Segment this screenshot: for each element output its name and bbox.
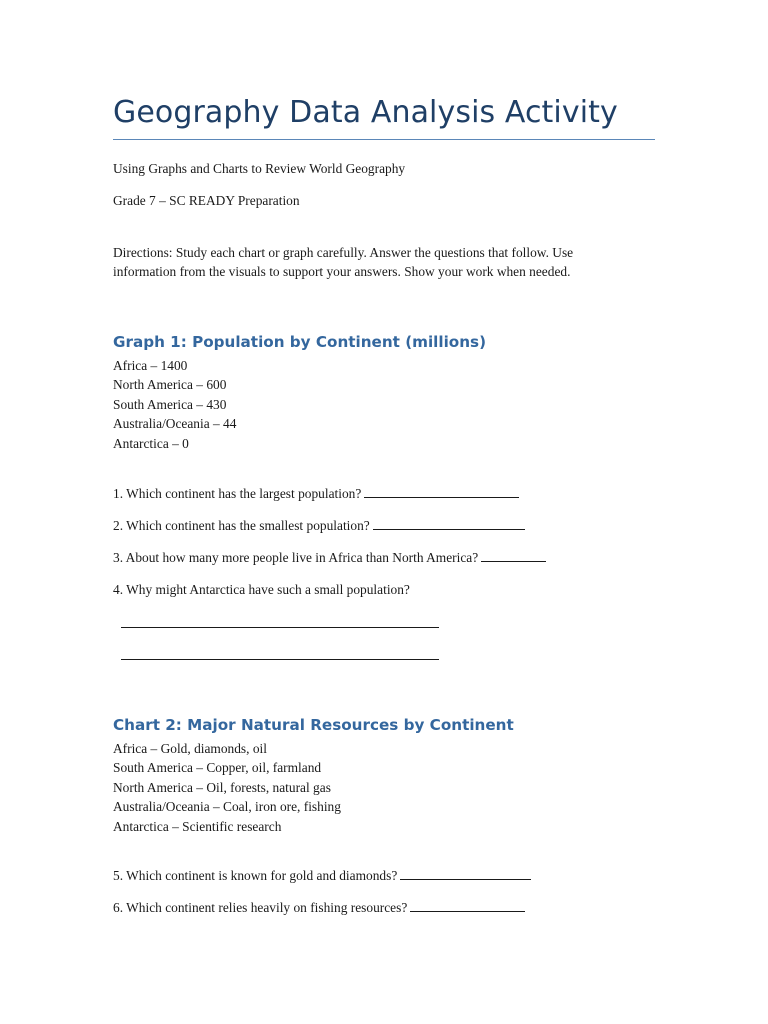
chart2-heading: Chart 2: Major Natural Resources by Continent bbox=[113, 716, 514, 734]
page-title: Geography Data Analysis Activity bbox=[113, 95, 618, 130]
question-6 bbox=[113, 898, 525, 917]
list-item: Antarctica – Scientific research bbox=[113, 818, 282, 834]
question-6-answer-blank[interactable] bbox=[410, 900, 525, 912]
question-4-answer-line-1[interactable] bbox=[121, 627, 439, 628]
question-5 bbox=[113, 866, 531, 885]
grade-label: Grade 7 – SC READY Preparation bbox=[113, 193, 300, 208]
question-2-answer-blank[interactable] bbox=[373, 518, 525, 530]
graph1-heading: Graph 1: Population by Continent (millions) bbox=[113, 333, 487, 351]
directions-text: Directions: Study each chart or graph carefully. Answer the questions that follow. Use information from the visuals to support your answers. Show your work when needed. bbox=[113, 245, 574, 279]
list-item: Africa – 1400 bbox=[113, 358, 188, 373]
question-5-text: 5. Which continent is known for gold and diamonds? bbox=[113, 868, 398, 883]
worksheet-page bbox=[113, 0, 658, 1024]
list-item: South America – 430 bbox=[113, 396, 227, 412]
question-4-answer-line-2[interactable] bbox=[121, 659, 439, 660]
question-6-text: 6. Which continent relies heavily on fishing resources? bbox=[113, 900, 408, 915]
list-item: North America – 600 bbox=[113, 377, 227, 393]
chart2-resources-list bbox=[113, 739, 341, 836]
list-item: Antarctica – 0 bbox=[113, 435, 189, 451]
list-item: Australia/Oceania – 44 bbox=[113, 416, 237, 432]
question-3-answer-blank[interactable] bbox=[481, 550, 546, 562]
subtitle: Using Graphs and Charts to Review World Geography bbox=[113, 161, 406, 176]
question-4 bbox=[113, 580, 410, 599]
list-item: North America – Oil, forests, natural gas bbox=[113, 779, 331, 795]
question-1 bbox=[113, 484, 519, 503]
question-2 bbox=[113, 516, 525, 535]
graph1-population-list bbox=[113, 356, 236, 453]
list-item: Australia/Oceania – Coal, iron ore, fishing bbox=[113, 799, 341, 815]
question-3-text: 3. About how many more people live in Africa than North America? bbox=[113, 550, 479, 565]
question-1-answer-blank[interactable] bbox=[364, 486, 519, 498]
list-item: Africa – Gold, diamonds, oil bbox=[113, 741, 267, 756]
question-4-text: 4. Why might Antarctica have such a small population? bbox=[113, 582, 410, 597]
question-1-text: 1. Which continent has the largest population? bbox=[113, 486, 362, 501]
question-5-answer-blank[interactable] bbox=[400, 868, 531, 880]
list-item: South America – Copper, oil, farmland bbox=[113, 760, 322, 776]
question-2-text: 2. Which continent has the smallest population? bbox=[113, 518, 370, 533]
question-3 bbox=[113, 548, 546, 567]
title-divider bbox=[113, 139, 655, 140]
